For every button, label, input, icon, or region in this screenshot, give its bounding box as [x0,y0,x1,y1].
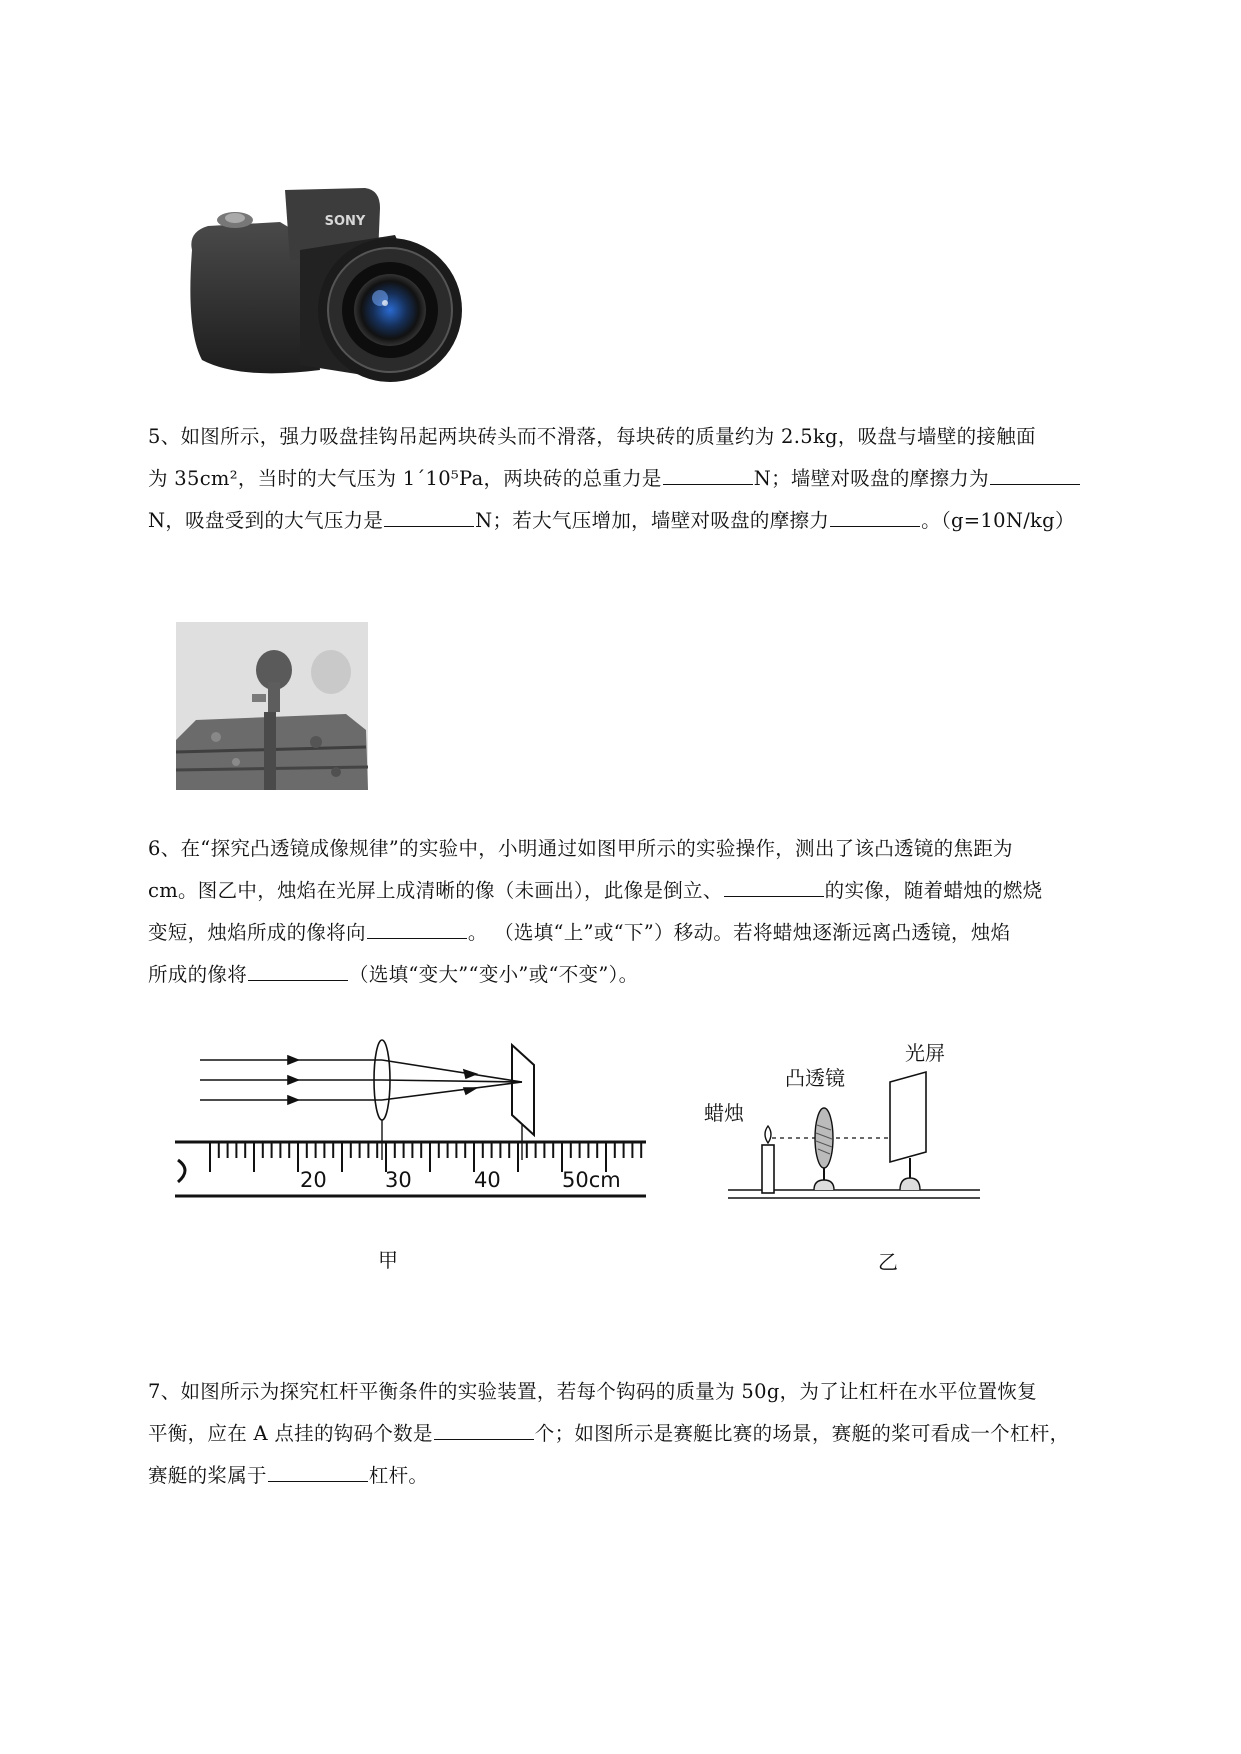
ruler-tick-30: 30 [385,1168,412,1192]
q6-blank-2[interactable] [724,874,824,897]
q5-blank-4[interactable] [830,504,920,527]
label-light-screen: 光屏 [905,1041,945,1065]
q6-line-3a: 变短，烛焰所成的像将向 [148,921,366,944]
question-7 [148,1371,1148,1497]
q6-line-2b: 的实像，随着蜡烛的燃烧 [824,879,1043,902]
ruler-tick-20: 20 [300,1168,327,1192]
q5-blank-3[interactable] [384,504,474,527]
candle [762,1145,774,1193]
q7-blank-1[interactable] [434,1417,534,1440]
q7-line-3b: 杠杆。 [368,1464,429,1487]
q7-line-2a: 平衡，应在 A 点挂的钩码个数是 [148,1422,433,1445]
q5-line-3b: N；若大气压增加，墙壁对吸盘的摩擦力 [475,509,830,532]
q5-line-3a: N，吸盘受到的大气压力是 [148,509,384,532]
q6-line-1: 6、在“探究凸透镜成像规律”的实验中，小明通过如图甲所示的实验操作，测出了该凸透镜的焦距为 [148,837,1013,860]
caption-yi: 乙 [878,1250,898,1274]
q7-line-3a: 赛艇的桨属于 [148,1464,267,1487]
camera-brand: SONY [324,214,366,229]
q6-blank-3[interactable] [367,916,467,939]
suction-hook-photo [176,622,368,790]
label-convex-lens: 凸透镜 [785,1066,845,1090]
light-screen-jia [512,1045,534,1135]
q6-line-4b: （选填“变大”“变小”或“不变”）。 [349,963,639,986]
q6-blank-4[interactable] [248,958,348,981]
q5-line-2a: 为 35cm²，当时的大气压为 1´10⁵Pa，两块砖的总重力是 [148,467,662,490]
candle-flame [765,1126,771,1143]
ruler-tick-50cm: 50cm [562,1168,621,1192]
q7-blank-2[interactable] [268,1459,368,1482]
caption-jia: 甲 [378,1248,398,1272]
q6-line-2a: cm。图乙中，烛焰在光屏上成清晰的像（未画出），此像是倒立、 [148,879,723,902]
lens-focal-length-diagram [170,1030,650,1210]
q5-line-3c: 。（g=10N/kg） [921,509,1075,532]
q5-line-1: 5、如图所示，强力吸盘挂钩吊起两块砖头而不滑落，每块砖的质量约为 2.5kg，吸盘与墙壁的接触面 [148,425,1036,448]
figure-yi [700,1030,990,1220]
question-6 [148,828,1148,996]
question-5 [148,416,1148,542]
q6-line-3b: 。 （选填“上”或“下”）移动。若将蜡烛逐渐远离凸透镜，烛焰 [467,921,1011,944]
figure-jia [170,1030,650,1210]
camera-photo [180,180,480,410]
q6-line-4a: 所成的像将 [148,963,248,986]
q5-blank-1[interactable] [663,462,753,485]
q7-line-1: 7、如图所示为探究杠杆平衡条件的实验装置，若每个钩码的质量为 50g，为了让杠杆在水平位置恢复 [148,1380,1038,1403]
label-candle: 蜡烛 [704,1101,744,1125]
optical-bench-diagram [700,1030,990,1220]
q5-blank-2[interactable] [990,462,1080,485]
ruler-tick-40: 40 [474,1168,501,1192]
ruler [175,1142,646,1196]
q7-line-2b: 个；如图所示是赛艇比赛的场景，赛艇的桨可看成一个杠杆， [534,1422,1070,1445]
q5-line-2b: N；墙壁对吸盘的摩擦力为 [753,467,989,490]
light-screen-yi [890,1072,926,1162]
